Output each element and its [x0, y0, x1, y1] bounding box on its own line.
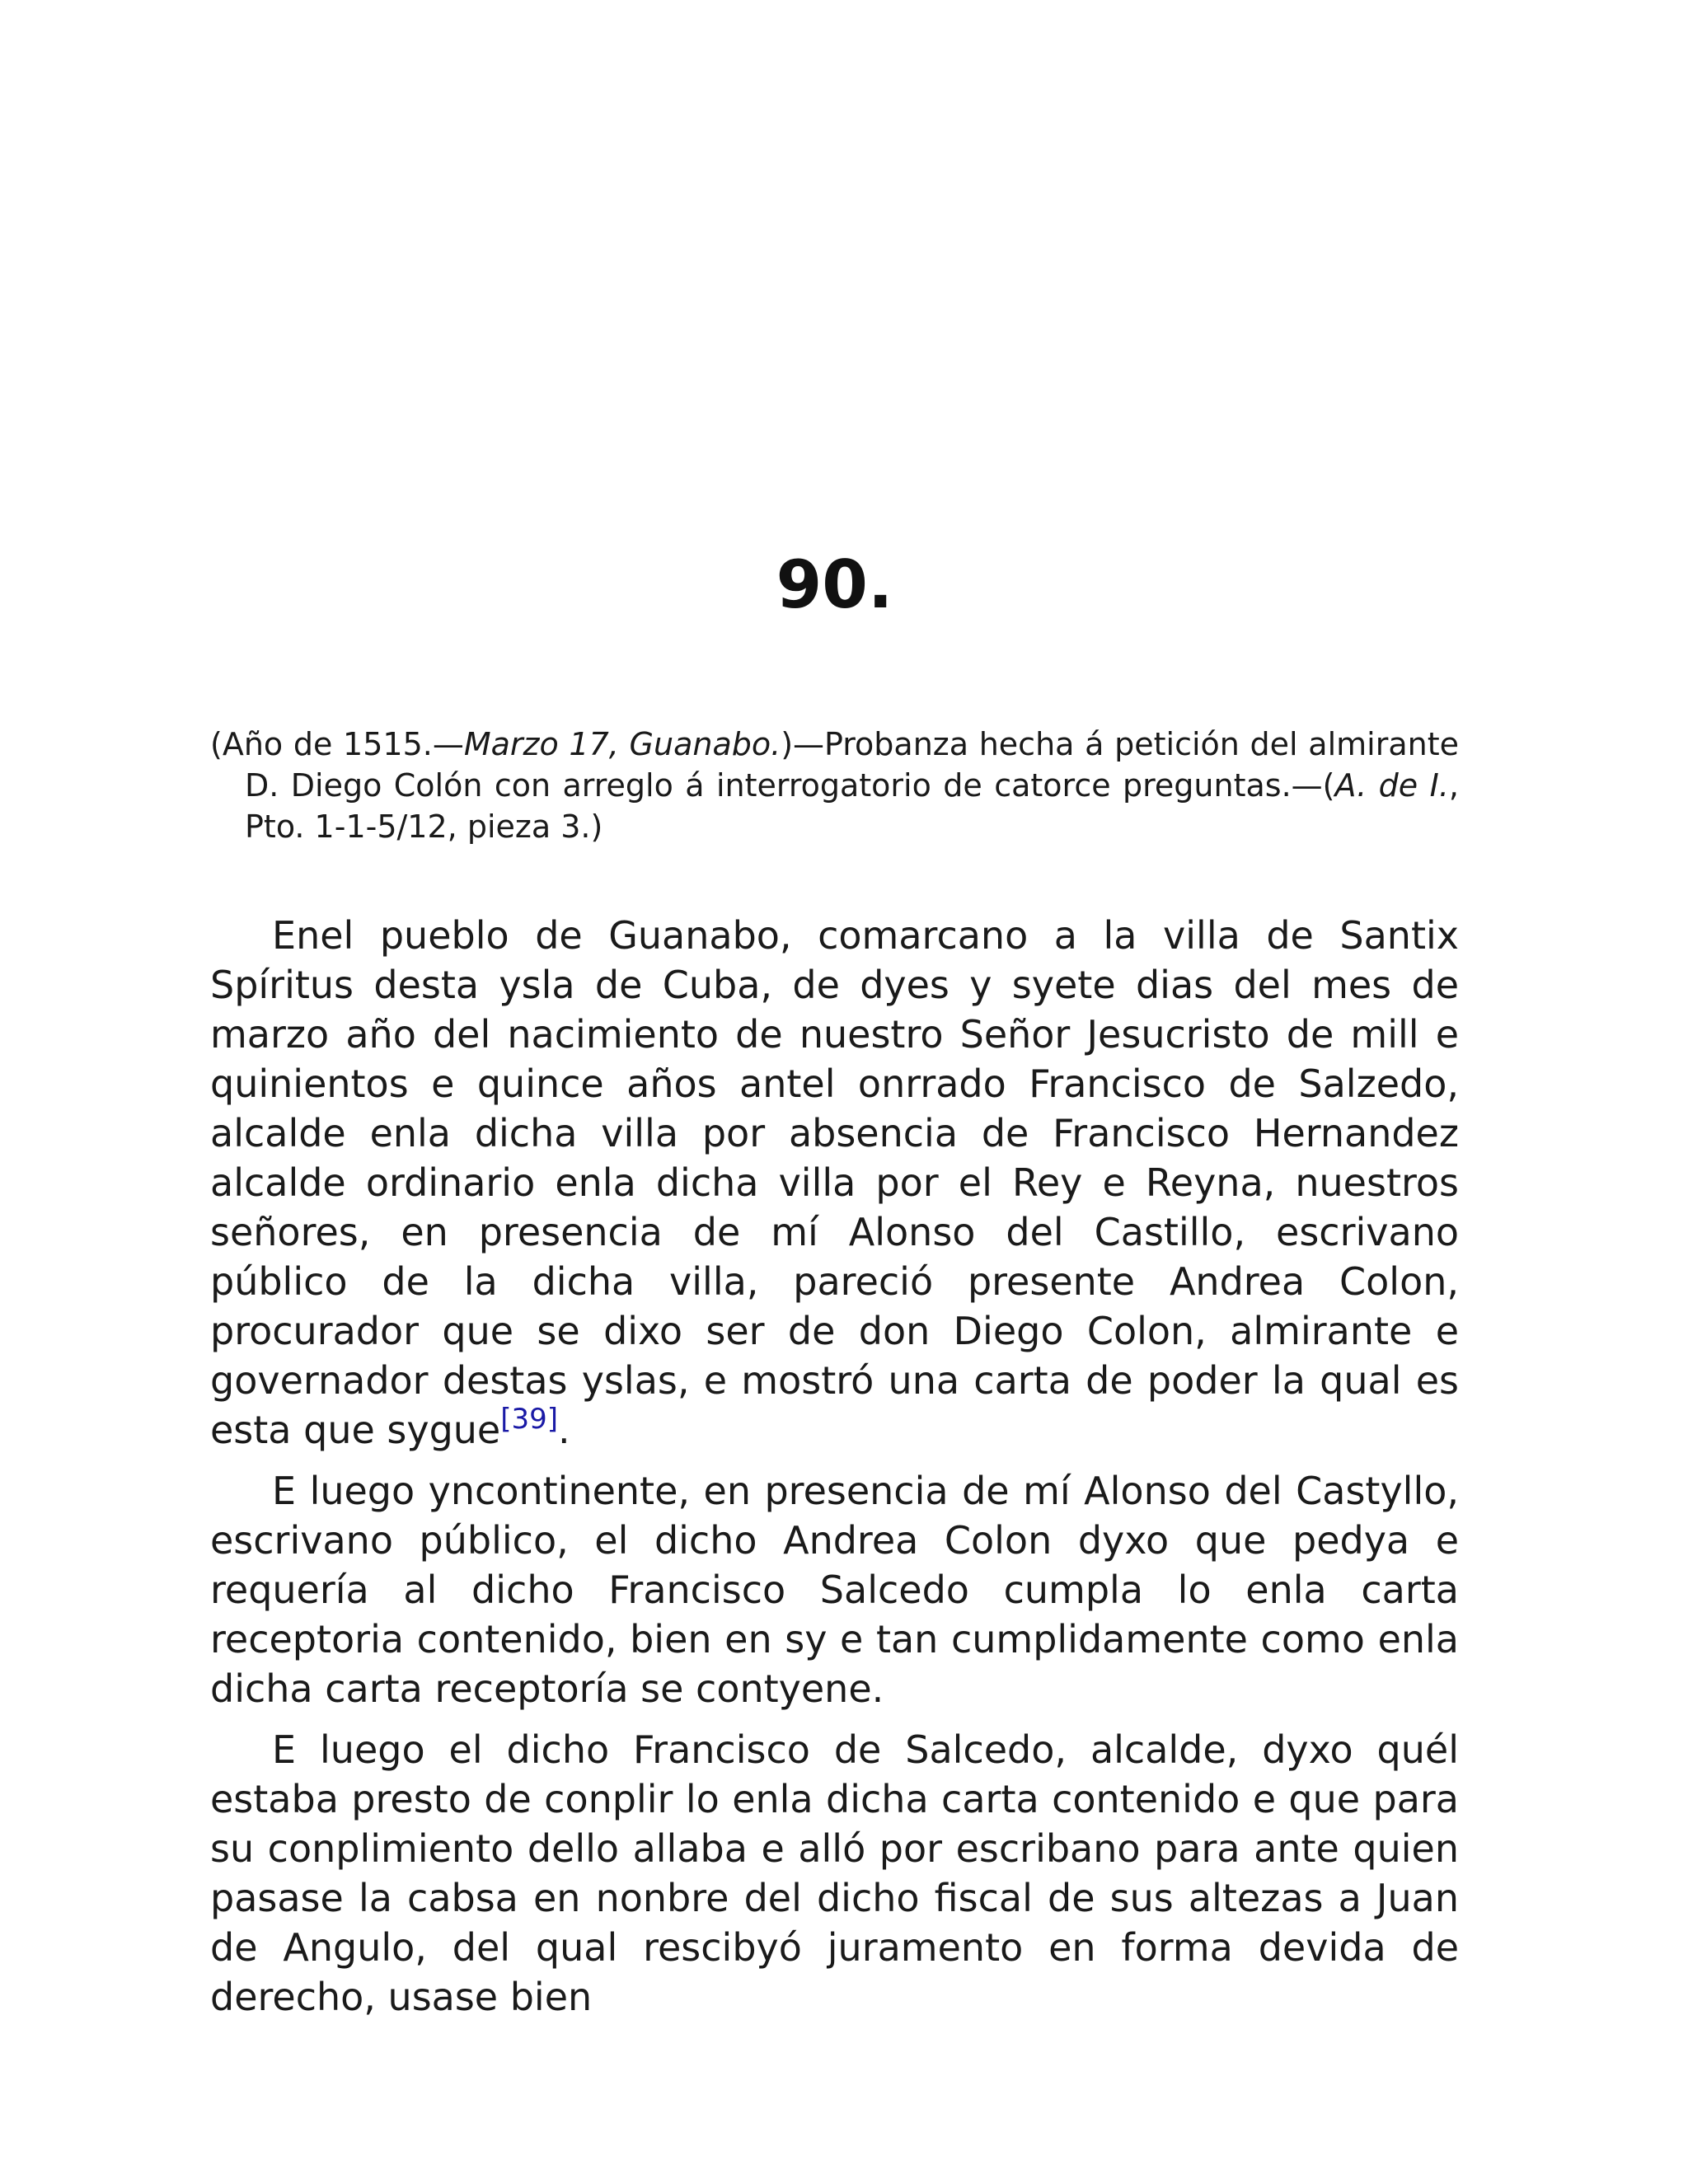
document-summary	[210, 724, 1459, 847]
paragraph-1-text: Enel pueblo de Guanabo, comarcano a la villa de Santix Spíritus desta ysla de Cuba, de dyes y syete dias del mes de marzo año del nacimiento de nuestro Señor Jesucristo de mill e quinientos e quince años antel onrrado Francisco de Salzedo, alcalde enla dicha villa por absencia de Francisco Hernandez alcalde ordinario enla dicha villa por el Rey e Reyna, nuestros señores, en presencia de mí Alonso del Castillo, escrivano público de la dicha villa, pareció presente Andrea Colon, procurador que se dixo ser de don Diego Colon, almirante e governador destas yslas, e mostró una carta de poder la qual es esta que sygue	[210, 913, 1459, 1452]
paragraph-2: E luego yncontinente, en presencia de mí Alonso del Castyllo, escrivano público, el dicho Andrea Colon dyxo que pedya e requería al dicho Francisco Salcedo cumpla lo enla carta receptoria contenido, bien en sy e tan cumplidamente como enla dicha carta receptoría se contyene.	[210, 1469, 1459, 1711]
paragraph-3: E luego el dicho Francisco de Salcedo, alcalde, dyxo quél estaba presto de conplir lo enla dicha carta contenido e que para su conplimiento dello allaba e alló por escribano para ante quien pasase la cabsa en nonbre del dicho fiscal de sus altezas a Juan de Angulo, del qual rescibyó juramento en forma devida de derecho, usase bien	[210, 1727, 1459, 2019]
summary-source: A. de I.	[1334, 767, 1449, 804]
summary-part-3: , Pto. 1-1-5/12, pieza 3.)	[245, 767, 1459, 845]
summary-part-2: )—Probanza hecha á petición del almirante D. Diego Colón con arreglo á interrogatorio de catorce preguntas.—(	[245, 726, 1459, 804]
paragraph-1-end: .	[558, 1408, 570, 1452]
paragraph-1	[210, 911, 1459, 1455]
document-number: 90.	[776, 546, 893, 623]
summary-part-1: (Año de 1515.—	[210, 726, 464, 762]
summary-date-place: Marzo 17, Guanabo.	[463, 726, 781, 762]
footnote-link-39[interactable]: [39]	[500, 1403, 559, 1436]
document-body	[210, 911, 1459, 2033]
